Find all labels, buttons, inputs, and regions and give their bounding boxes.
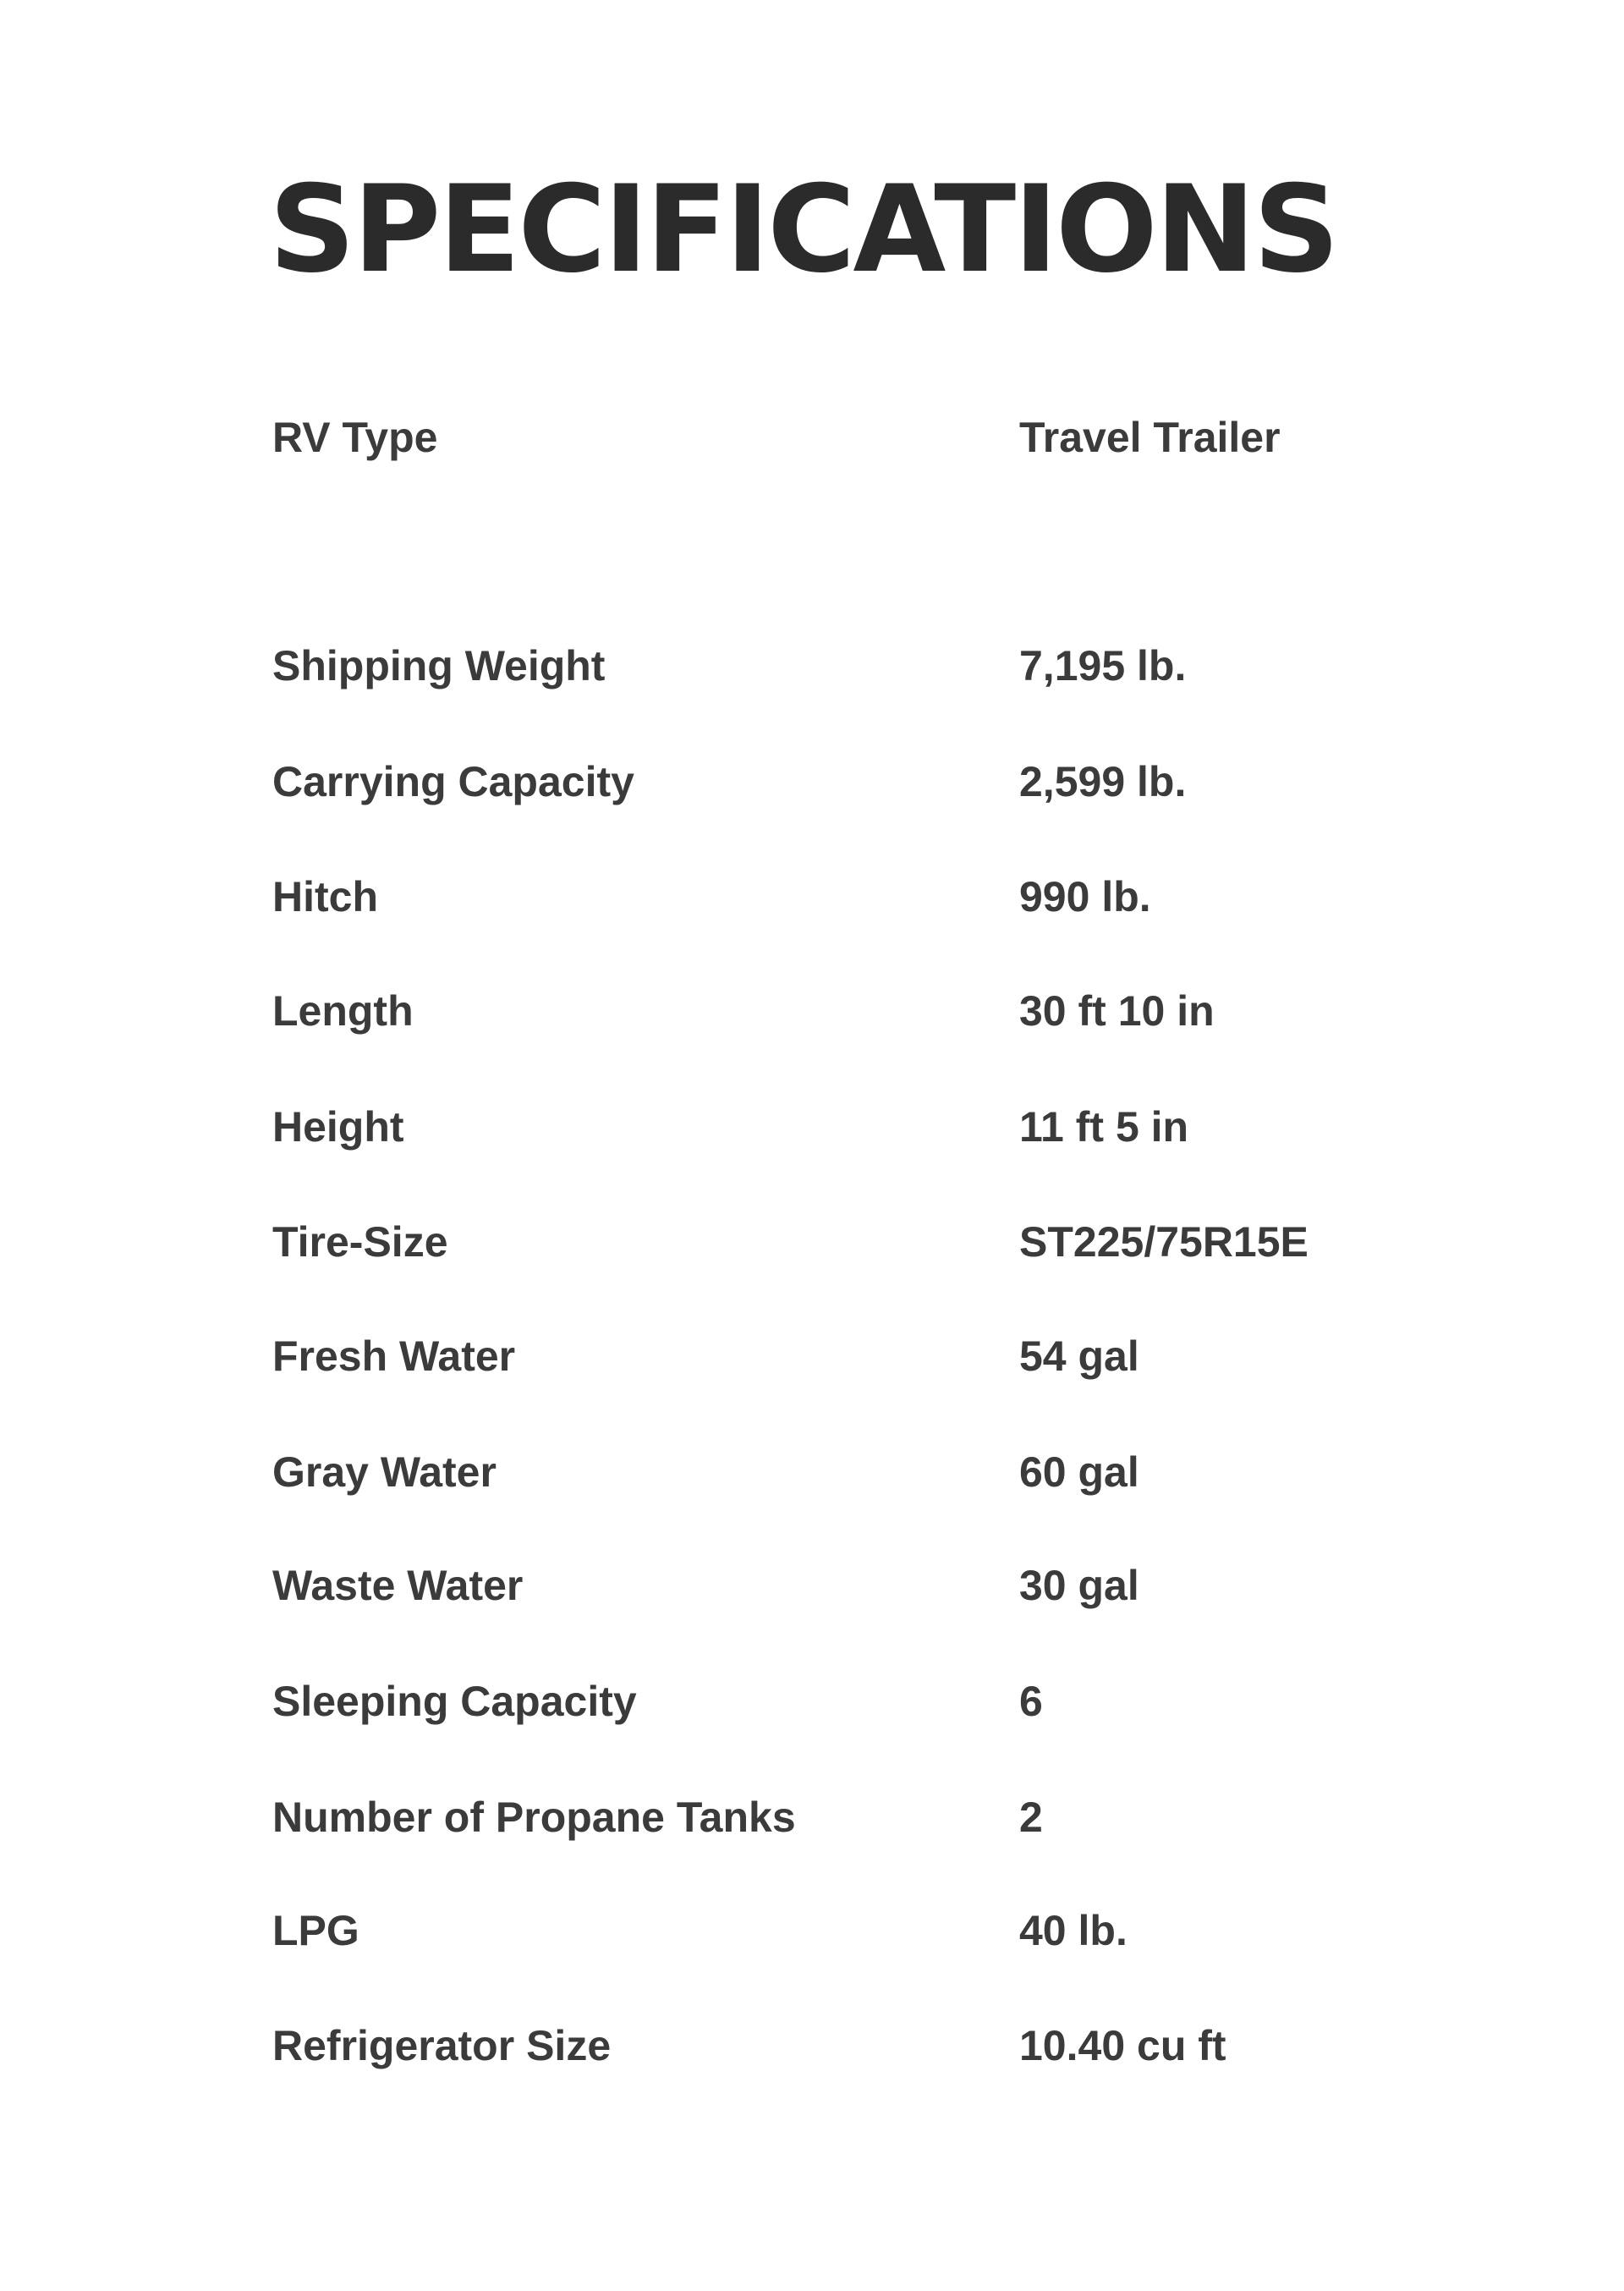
spec-row-tire-size xyxy=(0,1208,1624,1276)
spec-label: Carrying Capacity xyxy=(272,758,634,805)
spec-row-carrying-capacity xyxy=(0,748,1624,816)
spec-value: 990 lb. xyxy=(1019,873,1151,920)
spec-row-waste-water xyxy=(0,1552,1624,1619)
spec-row-gray-water xyxy=(0,1438,1624,1506)
spec-row-height xyxy=(0,1093,1624,1161)
spec-label: Refrigerator Size xyxy=(272,2022,612,2069)
spec-row-sleeping-capacity xyxy=(0,1667,1624,1735)
spec-value: 60 gal xyxy=(1019,1448,1139,1496)
spec-label: Gray Water xyxy=(272,1448,497,1496)
spec-row-propane-tanks xyxy=(0,1783,1624,1851)
spec-row-hitch xyxy=(0,863,1624,931)
spec-value: ST225/75R15E xyxy=(1019,1218,1309,1266)
spec-value: 2 xyxy=(1019,1794,1043,1841)
spec-label: LPG xyxy=(272,1907,359,1954)
spec-value: 30 ft 10 in xyxy=(1019,987,1215,1035)
spec-value: 54 gal xyxy=(1019,1332,1139,1380)
spec-label: Waste Water xyxy=(272,1562,524,1609)
spec-value: 2,599 lb. xyxy=(1019,758,1187,805)
spec-value: 10.40 cu ft xyxy=(1019,2022,1226,2069)
spec-row-rv-type xyxy=(0,404,1624,471)
spec-value: Travel Trailer xyxy=(1019,414,1281,461)
spec-label: Sleeping Capacity xyxy=(272,1678,637,1725)
spec-value: 40 lb. xyxy=(1019,1907,1127,1954)
spec-row-shipping-weight xyxy=(0,632,1624,700)
spec-value: 7,195 lb. xyxy=(1019,642,1187,689)
spec-row-refrigerator-size xyxy=(0,2012,1624,2079)
spec-row-fresh-water xyxy=(0,1322,1624,1390)
spec-value: 30 gal xyxy=(1019,1562,1139,1609)
spec-row-lpg xyxy=(0,1897,1624,1964)
page-title: SPECIFICATIONS xyxy=(269,160,1337,299)
spec-label: Hitch xyxy=(272,873,378,920)
spec-row-length xyxy=(0,977,1624,1045)
spec-label: Shipping Weight xyxy=(272,642,606,689)
spec-label: Fresh Water xyxy=(272,1332,516,1380)
spec-label: Height xyxy=(272,1103,404,1151)
spec-label: Tire-Size xyxy=(272,1218,448,1266)
spec-value: 6 xyxy=(1019,1678,1043,1725)
spec-label: Length xyxy=(272,987,414,1035)
spec-value: 11 ft 5 in xyxy=(1019,1103,1189,1151)
spec-label: RV Type xyxy=(272,414,438,461)
spec-label: Number of Propane Tanks xyxy=(272,1794,796,1841)
